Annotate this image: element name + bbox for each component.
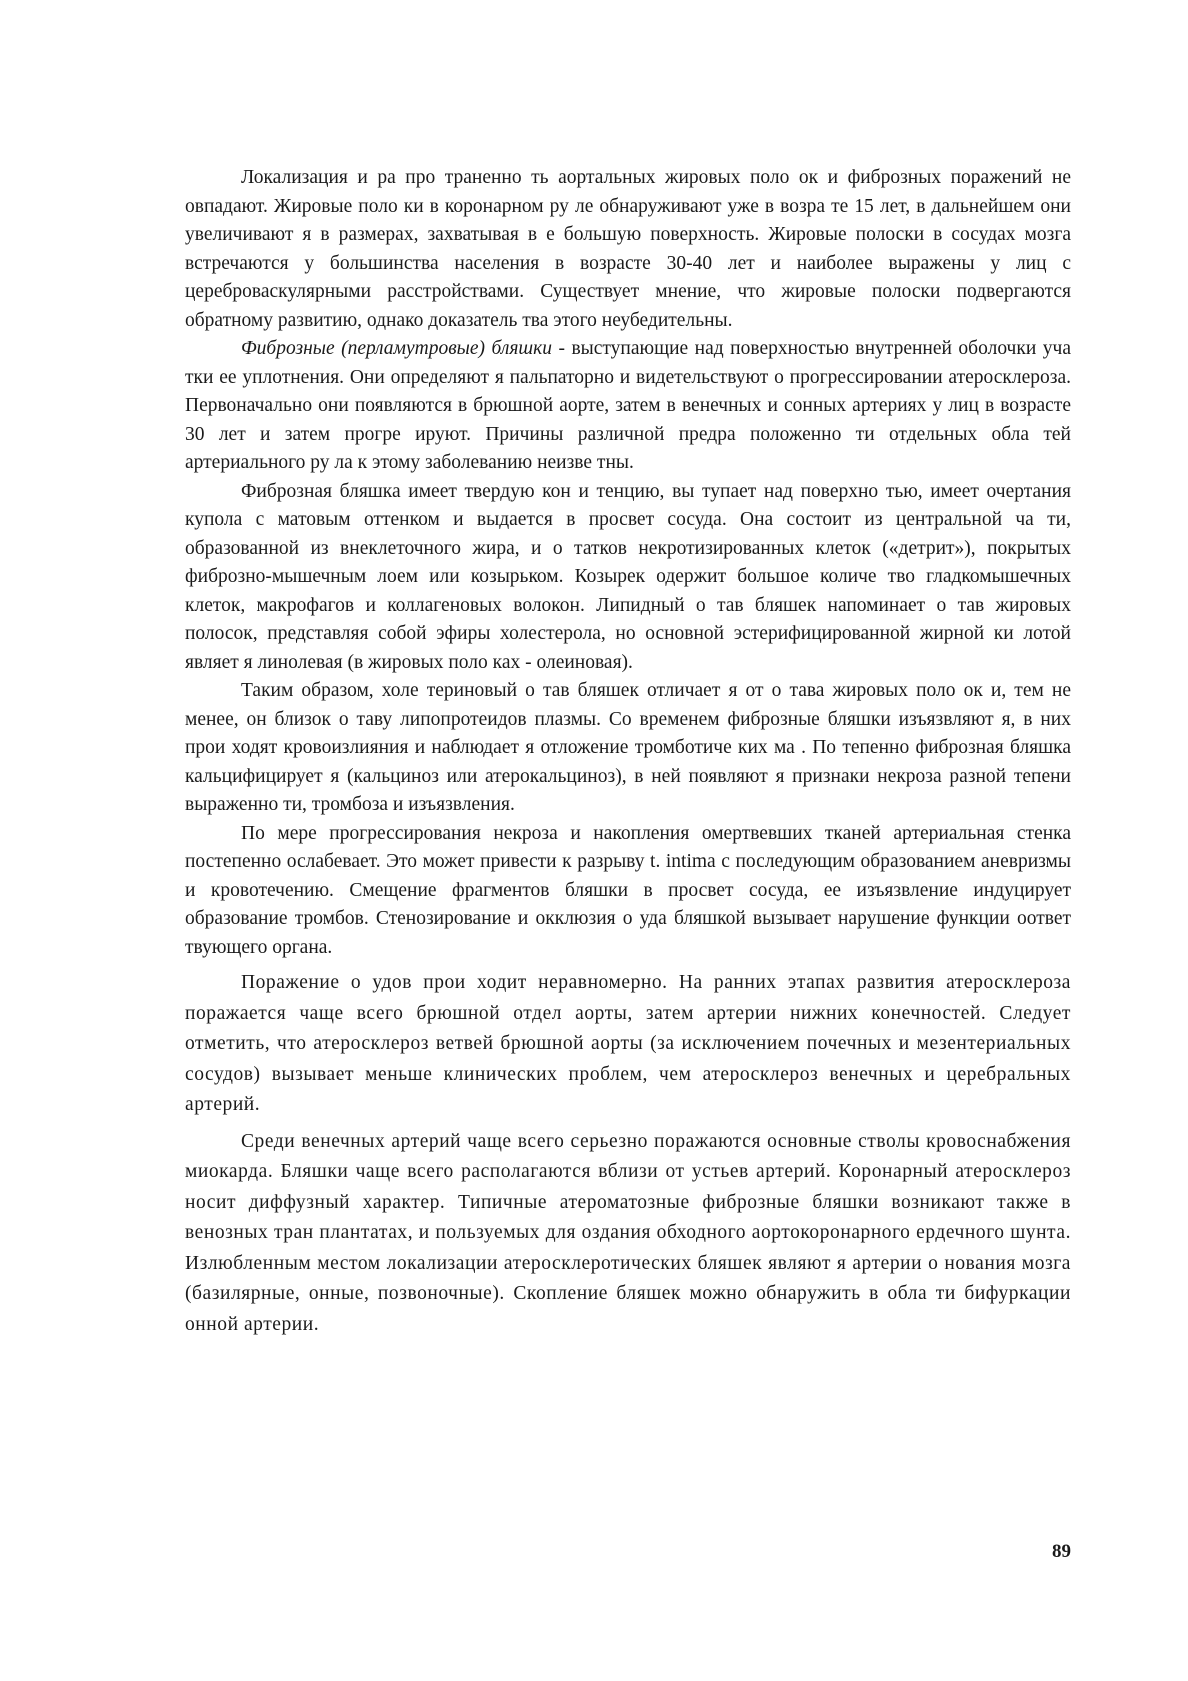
paragraph-3: Фиброзная бляшка имеет твердую кон и тенцию, вы тупает над поверхно тью, имеет очертания купола с матовым оттенком и выдается в просвет сосуда. Она состоит из центральной ча ти, образованной из внеклеточного жира, и о татков некротизированных клеток («детрит»), покрытых фиброзно-мышечным лоем или козырьком. Козырек одержит большое количе тво гладкомышечных клеток, макрофагов и коллагеновых волокон. Липидный о тав бляшек напоминает о тав жировых полосок, представляя собой эфиры холестерола, но основной эстерифицированной жирной ки лотой являет я линолевая (в жировых поло ках - олеиновая). — [185, 480, 1071, 673]
paragraph-4: Таким образом, холе териновый о тав бляшек отличает я от о тава жировых поло ок и, тем не менее, он близок о таву липопротеидов плазмы. Со временем фиброзные бляшки изъязвляют я, в них прои ходят кровоизлияния и наблюдает я отложение тромботиче ких ма . По тепенно фиброзная бляшка кальцифицирует я (кальциноз или атерокальциноз), в ней появляют я признаки некроза разной тепени выраженно ти, тромбоза и изъязвления. — [185, 680, 1071, 815]
paragraph-2 — [185, 335, 1071, 478]
paragraph-1: Локализация и ра про траненно ть аортальных жировых поло ок и фиброзных поражений не овпадают. Жировые поло ки в коронарном ру ле обнаруживают уже в возра те 15 лет, в дальнейшем они увеличивают я в размерах, захватывая в е большую поверхность. Жировые полоски в сосудах мозга встречаются у большинства населения в возрасте 30-40 лет и наиболее выражены у лиц с цереброваскулярными расстройствами. Существует мнение, что жировые полоски подвергаются обратному развитию, однако доказатель тва этого неубедительны. — [185, 167, 1071, 331]
page-number: 89 — [1052, 1541, 1071, 1562]
paragraph-7: Среди венечных артерий чаще всего серьезно поражаются основные стволы кровоснабжения миокарда. Бляшки чаще всего располагаются вблизи от устьев артерий. Коронарный атеросклероз носит диффузный характер. Типичные атероматозные фиброзные бляшки возникают также в венозных тран плантатах, и пользуемых для оздания обходного аортокоронарного ердечного шунта. Излюбленным местом локализации атеросклеротических бляшек являют я артерии о нования мозга (базилярные, онные, позвоночные). Скопление бляшек можно обнаружить в обла ти бифуркации онной артерии. — [185, 1130, 1071, 1335]
body-text — [185, 164, 1071, 1340]
paragraph-2-text: - выступающие над поверхностью внутренней оболочки уча тки ее уплотнения. Они определяют я пальпаторно и видетельствуют о прогрессировании атеросклероза. Первоначально они появляются в брюшной аорте, затем в венечных и сонных артериях у лиц в возрасте 30 лет и затем прогре ируют. Причины различной предра положенно ти отдельных обла тей артериального ру ла к этому заболеванию неизве тны. — [185, 338, 1071, 473]
term-fibrous-plaques: Фиброзные (перламутровые) бляшки — [241, 338, 552, 359]
paragraph-5: По мере прогрессирования некроза и накопления омертвевших тканей артериальная стенка постепенно ослабевает. Это может привести к разрыву t. intima с последующим образованием аневризмы и кровотечению. Смещение фрагментов бляшки в просвет сосуда, ее изъязвление индуцирует образование тромбов. Стенозирование и окклюзия о уда бляшкой вызывает нарушение функции оответ твующего органа. — [185, 822, 1071, 958]
paragraph-6: Поражение о удов прои ходит неравномерно. На ранних этапах развития атеросклероза поражается чаще всего брюшной отдел аорты, затем артерии нижних конечностей. Следует отметить, что атеросклероз ветвей брюшной аорты (за исключением почечных и мезентериальных сосудов) вызывает меньше клинических проблем, чем атеросклероз венечных и церебральных артерий. — [185, 972, 1071, 1115]
